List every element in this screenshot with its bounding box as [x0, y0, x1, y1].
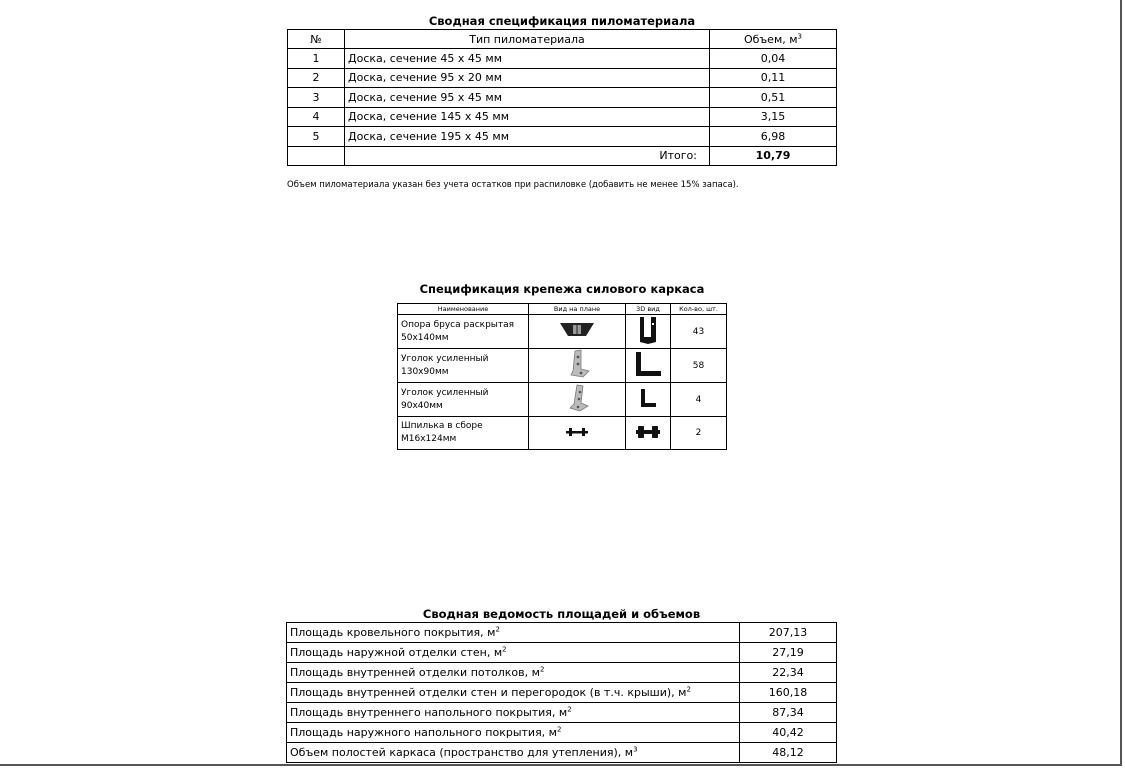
row-volume: 0,11	[710, 68, 837, 88]
row-3d	[626, 349, 671, 383]
beam-support-3d-icon	[637, 315, 659, 345]
row-value: 40,42	[740, 723, 837, 743]
col-plan-header: Вид на плане	[529, 304, 626, 315]
lumber-table	[287, 29, 837, 166]
row-3d	[626, 315, 671, 349]
lumber-title: Сводная спецификация пиломатериала	[428, 14, 696, 28]
col-type-header: Тип пиломатериала	[345, 30, 710, 49]
row-qty: 4	[671, 383, 727, 417]
col-qty-header: Кол-во, шт.	[671, 304, 727, 315]
row-volume: 0,51	[710, 88, 837, 108]
beam-support-plan-icon	[559, 320, 595, 340]
row-type: Доска, сечение 145 х 45 мм	[345, 107, 710, 127]
row-plan	[529, 349, 626, 383]
row-volume: 0,04	[710, 49, 837, 69]
row-volume: 3,15	[710, 107, 837, 127]
fasteners-title: Спецификация крепежа силового каркаса	[419, 282, 705, 296]
stud-plan-icon	[565, 426, 589, 438]
row-num: 1	[288, 49, 345, 69]
total-label: Итого:	[345, 146, 710, 166]
row-3d	[626, 383, 671, 417]
table-row	[398, 349, 727, 383]
total-value: 10,79	[710, 146, 837, 166]
table-row	[288, 127, 837, 147]
row-num: 5	[288, 127, 345, 147]
table-row	[287, 723, 837, 743]
row-label: Площадь наружной отделки стен, $м^2$	[287, 643, 740, 663]
areas-table	[286, 622, 837, 763]
row-name: Уголок усиленный 90х40мм	[398, 383, 529, 417]
row-type: Доска, сечение 95 х 45 мм	[345, 88, 710, 108]
row-value: 160,18	[740, 683, 837, 703]
lumber-note: Объем пиломатериала указан без учета остатков при распиловке (добавить не менее 15% запаса).	[287, 180, 739, 190]
table-header-row	[288, 30, 837, 49]
row-qty: 58	[671, 349, 727, 383]
row-value: 27,19	[740, 643, 837, 663]
row-label: Площадь внутренней отделки стен и перегородок (в т.ч. крыши), $м^2$	[287, 683, 740, 703]
row-value: 22,34	[740, 663, 837, 683]
col-volume-header: Объем, $м^3$	[710, 30, 837, 49]
col-num-header: №	[288, 30, 345, 49]
row-volume: 6,98	[710, 127, 837, 147]
angle-bracket-3d-icon	[633, 349, 663, 379]
col-name-header: Наименование	[398, 304, 529, 315]
small-angle-3d-icon	[637, 385, 659, 411]
row-name: Опора бруса раскрытая 50х140мм	[398, 315, 529, 349]
table-row	[288, 49, 837, 69]
total-empty-cell	[288, 146, 345, 166]
total-row	[288, 146, 837, 166]
table-row	[287, 663, 837, 683]
row-3d	[626, 417, 671, 450]
table-row	[398, 315, 727, 349]
row-label: Площадь кровельного покрытия, $м^2$	[287, 623, 740, 643]
stud-3d-icon	[635, 425, 661, 439]
table-row	[287, 643, 837, 663]
row-label: Площадь наружного напольного покрытия, $м^2$	[287, 723, 740, 743]
row-label: Объем полостей каркаса (пространство для утепления), $м^3$	[287, 743, 740, 763]
fasteners-table	[397, 303, 727, 450]
row-type: Доска, сечение 95 х 20 мм	[345, 68, 710, 88]
row-qty: 2	[671, 417, 727, 450]
row-value: 207,13	[740, 623, 837, 643]
table-row	[288, 68, 837, 88]
row-num: 2	[288, 68, 345, 88]
row-name: Шпилька в сборе М16х124мм	[398, 417, 529, 450]
table-row	[398, 417, 727, 450]
row-name: Уголок усиленный 130х90мм	[398, 349, 529, 383]
row-plan	[529, 315, 626, 349]
table-row	[287, 623, 837, 643]
row-type: Доска, сечение 195 х 45 мм	[345, 127, 710, 147]
row-label: Площадь внутреннего напольного покрытия, $м^2$	[287, 703, 740, 723]
table-row	[398, 383, 727, 417]
table-row	[287, 683, 837, 703]
angle-bracket-plan-icon	[563, 349, 591, 379]
row-plan	[529, 383, 626, 417]
table-row	[288, 107, 837, 127]
row-label: Площадь внутренней отделки потолков, $м^2$	[287, 663, 740, 683]
row-num: 3	[288, 88, 345, 108]
col-3d-header: 3D вид	[626, 304, 671, 315]
row-qty: 43	[671, 315, 727, 349]
table-row	[287, 703, 837, 723]
table-row	[287, 743, 837, 763]
row-plan	[529, 417, 626, 450]
row-type: Доска, сечение 45 х 45 мм	[345, 49, 710, 69]
areas-title: Сводная ведомость площадей и объемов	[422, 607, 701, 621]
row-value: 48,12	[740, 743, 837, 763]
row-value: 87,34	[740, 703, 837, 723]
table-row	[288, 88, 837, 108]
table-header-row	[398, 304, 727, 315]
small-angle-plan-icon	[563, 383, 591, 413]
row-num: 4	[288, 107, 345, 127]
